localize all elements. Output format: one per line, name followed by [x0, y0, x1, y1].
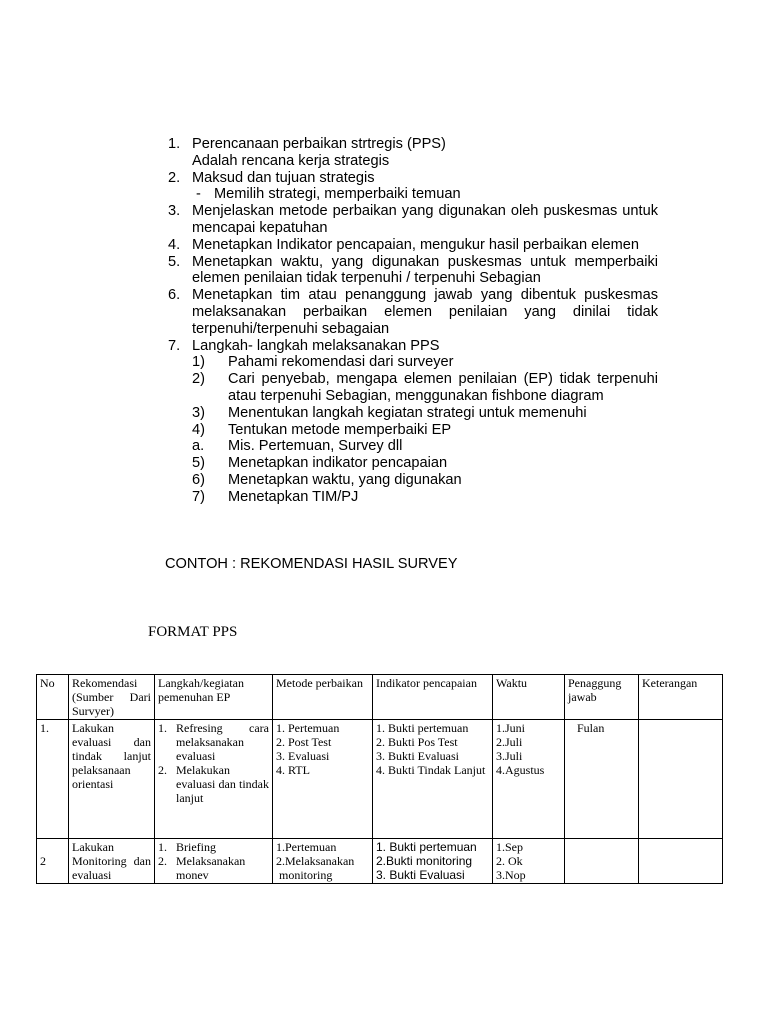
waktu-line: 3.Juli: [496, 749, 523, 763]
step-text: Mis. Pertemuan, Survey dll: [228, 438, 403, 455]
step-number: 2.: [158, 763, 167, 777]
metode-line: 3. Evaluasi: [276, 749, 330, 763]
step-number: 5): [192, 455, 205, 472]
cell-rekomendasi: Lakukan Monitoring dan evaluasi: [69, 839, 155, 884]
list-item: [164, 254, 658, 288]
list-item-text: Perencanaan perbaikan strtregis (PPS): [192, 136, 446, 152]
step-item: [192, 405, 658, 422]
header-rekomendasi: Rekomendasi (Sumber Dari Survyer): [69, 675, 155, 720]
cell-keterangan: [639, 720, 723, 839]
step-text: Refresing cara melaksanakan evaluasi: [176, 721, 269, 763]
step-number: 1.: [158, 721, 167, 735]
step-number: 1.: [158, 840, 167, 854]
metode-line: monitoring: [276, 868, 333, 882]
header-metode: Metode perbaikan: [273, 675, 373, 720]
example-heading: CONTOH : REKOMENDASI HASIL SURVEY: [165, 556, 458, 572]
waktu-line: 2.Juli: [496, 735, 523, 749]
metode-line: 4. RTL: [276, 763, 310, 777]
table-header-row: [37, 675, 723, 720]
step-text: Briefing: [176, 840, 216, 854]
list-item-text: Langkah- langkah melaksanakan PPS: [192, 337, 440, 354]
metode-line: 1.Pertemuan: [276, 840, 337, 854]
table-row: [37, 839, 723, 884]
list-item-text: Menetapkan waktu, yang digunakan puskesmas untuk memperbaiki elemen penilaian tidak terpenuhi / terpenuhi Sebagian: [192, 253, 658, 287]
metode-line: 1. Pertemuan: [276, 721, 340, 735]
pps-table: [36, 674, 723, 884]
step-number: 1): [192, 354, 205, 371]
list-item-number: 4.: [168, 236, 181, 253]
list-item: [164, 237, 658, 254]
step-text: Menetapkan waktu, yang digunakan: [228, 471, 462, 488]
cell-keterangan: [639, 839, 723, 884]
cell-no: 1.: [37, 720, 69, 839]
format-title: FORMAT PPS: [148, 624, 238, 640]
cell-langkah: [155, 839, 273, 884]
header-waktu: Waktu: [493, 675, 565, 720]
step-item: [192, 371, 658, 405]
step-number: a.: [192, 438, 205, 455]
step-number: 4): [192, 421, 205, 438]
step-text: Menentukan langkah kegiatan strategi untuk memenuhi: [228, 404, 587, 421]
step-number: 6): [192, 471, 205, 488]
step-text: Menetapkan TIM/PJ: [228, 488, 359, 505]
metode-line: 2.Melaksanakan: [276, 854, 355, 868]
indikator-line: 4. Bukti Tindak Lanjut: [376, 763, 486, 777]
header-keterangan: Keterangan: [639, 675, 723, 720]
cell-no: 2: [37, 839, 69, 884]
indikator-line: 3. Bukti Evaluasi: [376, 749, 459, 763]
step-text: Melaksanakan monev: [176, 854, 246, 882]
list-item-number: 7.: [168, 337, 181, 354]
header-no: No: [37, 675, 69, 720]
step-item: [192, 472, 658, 489]
step-item: [192, 422, 658, 439]
list-item: [164, 338, 658, 506]
step-number: 7): [192, 488, 205, 505]
list-item-number: 5.: [168, 253, 181, 270]
indikator-line: 2. Bukti Pos Test: [376, 735, 458, 749]
cell-indikator: [373, 720, 493, 839]
list-item-subtext: Adalah rencana kerja strategis: [192, 152, 390, 169]
step-text: Cari penyebab, mengapa elemen penilaian (EP) tidak terpenuhi atau terpenuhi Sebagian, menggunakan fishbone diagram: [228, 371, 658, 404]
step-item: [192, 489, 658, 506]
list-item: [164, 136, 658, 170]
step-item: [192, 438, 658, 455]
waktu-line: 4.Agustus: [496, 763, 545, 777]
step-number: 2.: [158, 854, 167, 868]
list-item-number: 3.: [168, 203, 181, 220]
waktu-line: 1.Sep: [496, 840, 523, 854]
waktu-line: 3.Nop: [496, 868, 526, 882]
list-item-text: Menetapkan tim atau penanggung jawab yang dibentuk puskesmas melaksanakan perbaikan elemen penilaian yang dinilai tidak terpenuhi/terpenuhi sebagaian: [192, 287, 658, 337]
list-item-number: 6.: [168, 287, 181, 304]
list-item-text: Maksud dan tujuan strategis: [192, 169, 375, 186]
list-item-number: 1.: [168, 136, 181, 152]
list-item: [164, 287, 658, 337]
indikator-line: 1. Bukti pertemuan: [376, 721, 469, 735]
pps-numbered-list: [164, 136, 658, 506]
indikator-line: 3. Bukti Evaluasi: [376, 868, 465, 882]
step-item: [192, 455, 658, 472]
step-text: Melakukan evaluasi dan tindak lanjut: [176, 763, 269, 805]
header-langkah: Langkah/kegiatan pemenuhan EP: [155, 675, 273, 720]
cell-metode: [273, 720, 373, 839]
metode-line: 2. Post Test: [276, 735, 332, 749]
list-item: [164, 170, 658, 204]
indikator-line: 1. Bukti pertemuan: [376, 840, 477, 854]
step-text: Pahami rekomendasi dari surveyer: [228, 354, 454, 371]
cell-indikator: [373, 839, 493, 884]
step-text: Menetapkan indikator pencapaian: [228, 455, 448, 472]
cell-waktu: [493, 720, 565, 839]
table-row: [37, 720, 723, 839]
indikator-line: 2.Bukti monitoring: [376, 854, 473, 868]
cell-waktu: [493, 839, 565, 884]
dash-item-text: Memilih strategi, memperbaiki temuan: [214, 186, 461, 203]
header-indikator: Indikator pencapaian: [373, 675, 493, 720]
waktu-line: 2. Ok: [496, 854, 523, 868]
steps-list: [192, 354, 658, 505]
cell-langkah: [155, 720, 273, 839]
cell-penanggung-jawab: Fulan: [565, 720, 639, 839]
step-item: [192, 354, 658, 371]
step-number: 2): [192, 371, 205, 388]
header-penanggung-jawab: Penaggung jawab: [565, 675, 639, 720]
list-item: [164, 203, 658, 237]
waktu-line: 1.Juni: [496, 721, 526, 735]
step-text: Tentukan metode memperbaiki EP: [228, 421, 452, 438]
cell-penanggung-jawab: [565, 839, 639, 884]
step-number: 3): [192, 404, 205, 421]
list-item-text: Menetapkan Indikator pencapaian, mengukur hasil perbaikan elemen: [192, 236, 640, 253]
cell-rekomendasi: Lakukan evaluasi dan tindak lanjut pelaksanaan orientasi: [69, 720, 155, 839]
dash-item: - Memilih strategi, memperbaiki temuan: [196, 186, 461, 203]
list-item-text: Menjelaskan metode perbaikan yang digunakan oleh puskesmas untuk mencapai kepatuhan: [192, 203, 658, 236]
cell-metode: [273, 839, 373, 884]
list-item-number: 2.: [168, 169, 181, 186]
